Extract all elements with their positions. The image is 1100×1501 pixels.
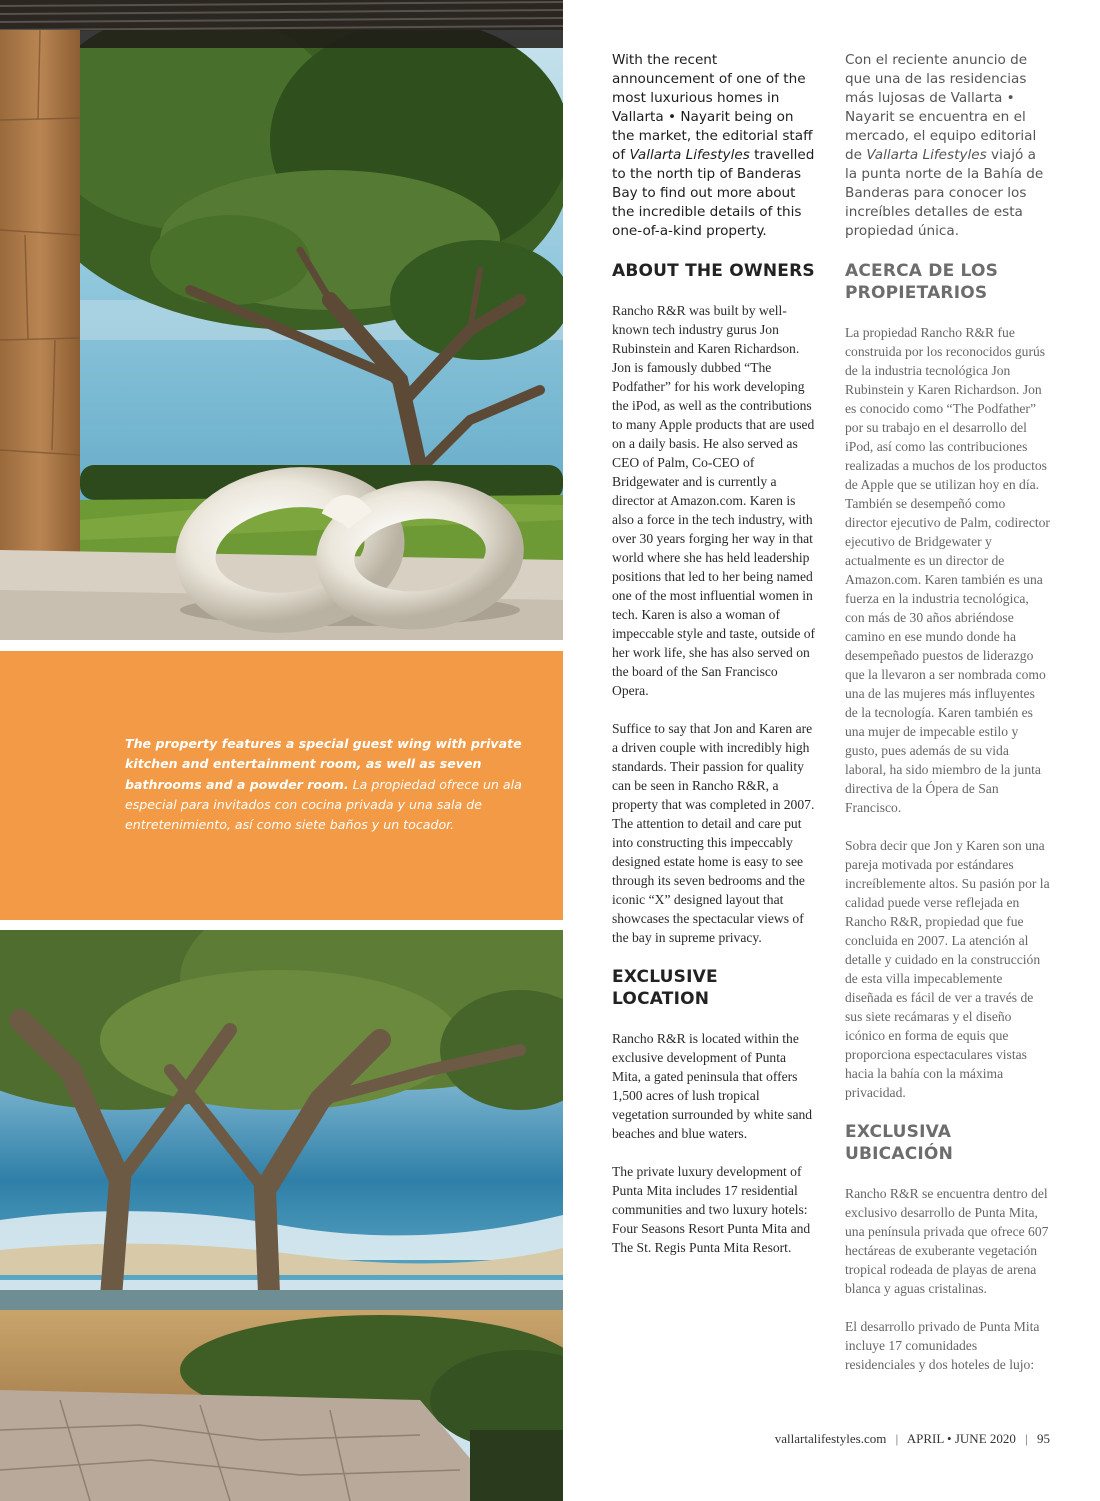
- owners-paragraph-2: Suffice to say that Jon and Karen are a driven couple with incredibly high standards. Their passion for quality can be seen in Rancho R&R, a property that was completed in 2007. The attention to detail and care put into constructing this impeccably designed estate home is easy to see through its seven bedrooms and the iconic “X” designed layout that showcases the spectacular views of the bay in supreme privacy.: [612, 721, 815, 945]
- footer-separator-1: |: [895, 1431, 899, 1446]
- porch-sculpture-photo: [0, 0, 563, 640]
- ubicacion-paragraph-1: Rancho R&R se encuentra dentro del exclusivo desarrollo de Punta Mita, una península privada que ofrece 607 hectáreas de exuberante vegetación tropical rodeada de playas de arena blanca y aguas cristalinas.: [845, 1186, 1049, 1296]
- page-footer: [775, 1431, 1050, 1447]
- heading-exclusiva-ubicacion: EXCLUSIVA UBICACIÓN: [845, 1122, 954, 1164]
- spanish-intro: [845, 51, 1050, 241]
- english-column: [612, 51, 817, 1257]
- owners-paragraph-1: Rancho R&R was built by well-known tech industry gurus Jon Rubinstein and Karen Richardson. Jon is famously dubbed “The Podfather” for his work developing the iPod, as well as the contributions to many Apple products that are used on a daily basis. He also served as CEO of Palm, Co-CEO of Bridgewater and is currently a director at Amazon.com. Karen is also a force in the tech industry, with over 30 years forging her way in that world where she has held leadership positions that led to her being named one of the most influential women in tech. Karen is also a woman of impeccable style and taste, outside of her work life, she has also served on the board of the San Francisco Opera.: [612, 303, 816, 698]
- terrace-ocean-photo: [0, 930, 563, 1501]
- page-number: 95: [1037, 1431, 1050, 1446]
- propietarios-paragraph-2: Sobra decir que Jon y Karen son una pareja motivada por estándares increíblemente altos. Su pasión por la calidad puede verse reflejada en Rancho R&R, propiedad que fue concluida en 2007. La atención al detalle y cuidado en la construcción de esta villa impecablemente diseñada es fácil de ver a través de sus siete recámaras y el diseño icónico en forma de equis que proporciona espectaculares vistas hacia la bahía con la máxima privacidad.: [845, 838, 1050, 1100]
- spanish-intro-text-2: viajó a la punta norte de la Bahía de Banderas para conocer los increíbles detalles de esta propiedad única.: [845, 147, 1044, 239]
- english-intro-text-3: one-of-a-kind property.: [612, 223, 767, 239]
- footer-issue: APRIL • JUNE 2020: [906, 1431, 1016, 1446]
- caption-bold: The property features a special guest wing with private kitchen and entertainment room, as well as seven bathrooms and a powder room.: [125, 736, 522, 792]
- footer-separator-2: |: [1025, 1431, 1028, 1446]
- location-paragraph-1: Rancho R&R is located within the exclusive development of Punta Mita, a gated peninsula that offers 1,500 acres of lush tropical vegetation surrounded by white sand beaches and blue waters.: [612, 1031, 813, 1141]
- ubicacion-paragraph-2: El desarrollo privado de Punta Mita incluye 17 comunidades residenciales y dos hoteles de lujo:: [845, 1319, 1040, 1372]
- footer-website: vallartalifestyles.com: [774, 1431, 887, 1446]
- spanish-column: [845, 51, 1050, 1374]
- location-paragraph-2: The private luxury development of Punta Mita includes 17 residential communities and two luxury hotels: Four Seasons Resort Punta Mita and The St. Regis Punta Mita Resort.: [612, 1164, 811, 1255]
- english-intro-text: With the recent announcement of one of the most luxurious homes in Vallarta • Nayarit being on the market, the editorial staff of: [612, 52, 813, 163]
- photo-caption: [125, 734, 535, 835]
- caption-regular: La propiedad ofrece un ala especial para invitados con cocina privada y una sala de entretenimiento, así como siete baños y un tocador.: [125, 776, 522, 833]
- english-intro: [612, 51, 817, 241]
- heading-acerca-propietarios: ACERCA DE LOS PROPIETARIOS: [845, 261, 999, 303]
- heading-about-owners: ABOUT THE OWNERS: [612, 261, 815, 281]
- english-intro-text-2: travelled to the north tip of Banderas Bay to find out more about the incredible details of this: [612, 147, 815, 220]
- heading-exclusive-location: EXCLUSIVE LOCATION: [612, 967, 718, 1009]
- propietarios-paragraph-1: La propiedad Rancho R&R fue construida por los reconocidos gurús de la industria tecnológica Jon Rubinstein y Karen Richardson. Jon es conocido como “The Podfather” por su trabajo en el desarrollo del iPod, así como las contribuciones realizadas a muchos de los productos de Apple que se utilizan hoy en día. También se desempeñó como director ejecutivo de Palm, codirector ejecutivo de Bridgewater y actualmente es un director de Amazon.com. Karen también es una fuerza en la industria tecnológica, con más de 30 años abriéndose camino en ese mundo donde ha desempeñado puestos de liderazgo que la llevaron a ser nombrada como una de las mujeres más influyentes de la tecnología. Karen también es una mujer de impecable estilo y gusto, pues además de su vida laboral, ha sido miembro de la junta directiva de la Ópera de San Francisco.: [845, 325, 1050, 815]
- magazine-name-es: Vallarta Lifestyles: [866, 147, 987, 163]
- magazine-name: Vallarta Lifestyles: [629, 147, 750, 163]
- spanish-intro-text: Con el reciente anuncio de que una de las residencias más lujosas de Vallarta • Nayarit se encuentra en el mercado, el equipo editorial de: [845, 52, 1037, 163]
